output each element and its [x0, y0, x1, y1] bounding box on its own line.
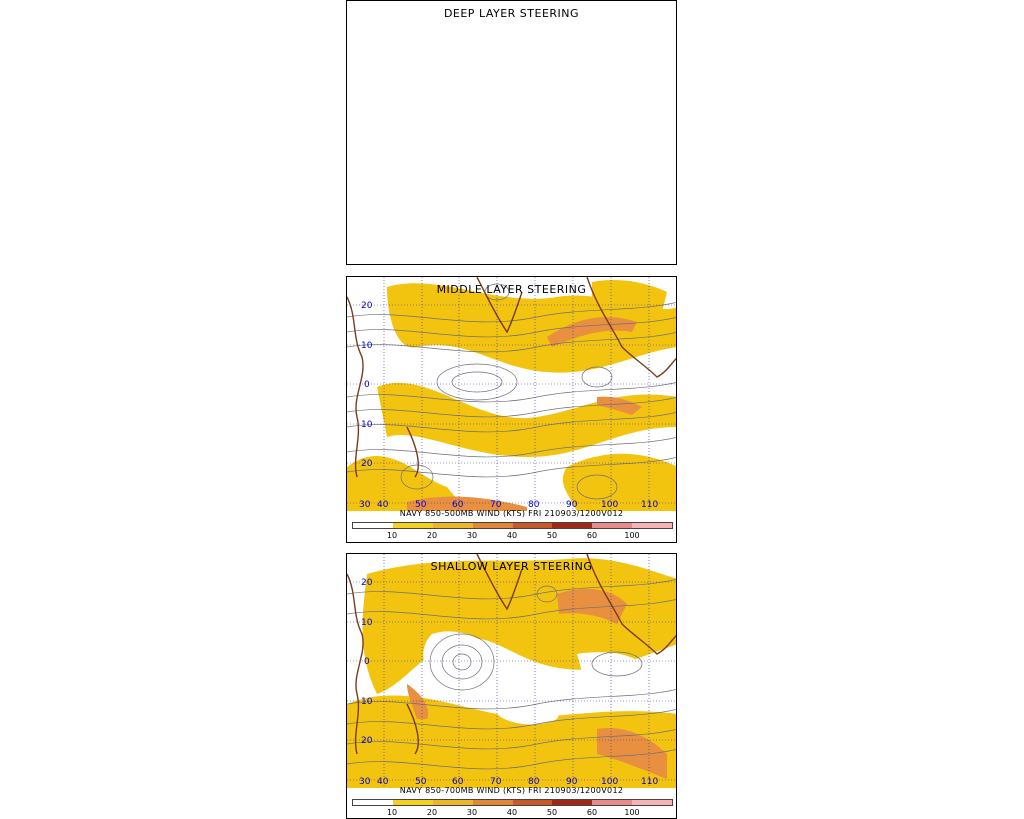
- legend-label: 20: [426, 808, 438, 817]
- lat-label: 20: [361, 736, 373, 746]
- legend-swatch: [552, 523, 592, 528]
- lon-label: 70: [490, 777, 502, 787]
- legend-swatch: [473, 800, 513, 805]
- middle-wind-legend-labels: [347, 531, 677, 543]
- lat-label: 10: [361, 420, 373, 430]
- legend-label: 60: [586, 808, 598, 817]
- deep-layer-title: DEEP LAYER STEERING: [443, 7, 580, 20]
- legend-swatch: [433, 523, 473, 528]
- middle-layer-map: [347, 277, 677, 511]
- legend-label: 50: [546, 531, 558, 540]
- lat-label: 10: [361, 618, 373, 628]
- shallow-layer-title: SHALLOW LAYER STEERING: [430, 560, 593, 573]
- lon-label: 80: [528, 777, 540, 787]
- lat-label: 30: [359, 500, 371, 510]
- lat-label: 0: [364, 657, 370, 667]
- lon-label: 110: [641, 500, 659, 510]
- deep-layer-panel: [346, 0, 677, 265]
- lat-label: 30: [359, 777, 371, 787]
- legend-label: 60: [586, 531, 598, 540]
- legend-label: 30: [466, 531, 478, 540]
- wind-shading: [347, 558, 677, 788]
- middle-layer-title: MIDDLE LAYER STEERING: [436, 283, 587, 296]
- legend-swatch: [473, 523, 513, 528]
- legend-swatch: [353, 523, 393, 528]
- middle-layer-panel: [346, 276, 677, 543]
- legend-swatch: [353, 800, 393, 805]
- legend-label: 30: [466, 808, 478, 817]
- shallow-layer-footer: NAVY 850-700MB WIND (KTS) FRI 210903/1200V012: [399, 786, 624, 795]
- lon-label: 90: [566, 777, 578, 787]
- lon-label: 90: [566, 500, 578, 510]
- lon-label: 60: [452, 777, 464, 787]
- lon-label: 50: [415, 777, 427, 787]
- legend-label: 10: [386, 531, 398, 540]
- lon-label: 50: [415, 500, 427, 510]
- wind-shading: [347, 280, 677, 511]
- legend-swatch: [592, 523, 632, 528]
- middle-layer-footer: NAVY 850-500MB WIND (KTS) FRI 210903/1200V012: [399, 509, 624, 518]
- lon-label: 60: [452, 500, 464, 510]
- shallow-wind-legend-bar: [352, 799, 673, 806]
- legend-label: 100: [624, 808, 640, 817]
- lat-label: 10: [361, 341, 373, 351]
- lon-label: 70: [490, 500, 502, 510]
- legend-swatch: [433, 800, 473, 805]
- legend-swatch: [632, 523, 672, 528]
- lon-label: 80: [528, 500, 540, 510]
- legend-swatch: [393, 800, 433, 805]
- legend-label: 40: [506, 808, 518, 817]
- middle-wind-legend-bar: [352, 522, 673, 529]
- lon-label: 40: [377, 500, 389, 510]
- shallow-wind-legend-labels: [347, 808, 677, 819]
- lat-label: 20: [361, 578, 373, 588]
- lat-label: 20: [361, 459, 373, 469]
- lat-label: 0: [364, 380, 370, 390]
- legend-label: 50: [546, 808, 558, 817]
- legend-label: 20: [426, 531, 438, 540]
- legend-label: 100: [624, 531, 640, 540]
- legend-swatch: [513, 800, 553, 805]
- lat-label: 20: [361, 301, 373, 311]
- lon-label: 110: [641, 777, 659, 787]
- legend-swatch: [592, 800, 632, 805]
- lon-label: 100: [601, 777, 619, 787]
- legend-swatch: [393, 523, 433, 528]
- legend-swatch: [513, 523, 553, 528]
- shallow-layer-map: [347, 554, 677, 788]
- legend-swatch: [552, 800, 592, 805]
- lon-label: 40: [377, 777, 389, 787]
- legend-swatch: [632, 800, 672, 805]
- shallow-layer-panel: [346, 553, 677, 819]
- lon-label: 100: [601, 500, 619, 510]
- legend-label: 40: [506, 531, 518, 540]
- legend-label: 10: [386, 808, 398, 817]
- lat-label: 10: [361, 697, 373, 707]
